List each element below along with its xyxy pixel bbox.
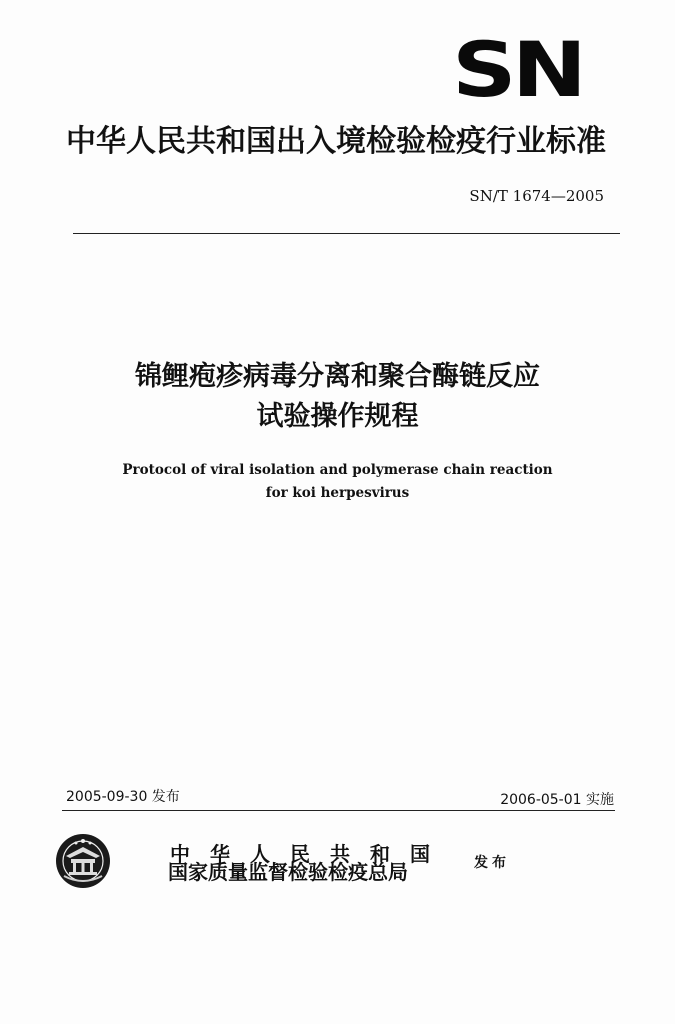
standard-number: SN/T 1674—2005 bbox=[469, 187, 604, 205]
issuer-line-2: 国家质量监督检验检疫总局 bbox=[168, 860, 408, 884]
issue-date: 2005-09-30 发布 bbox=[66, 789, 180, 805]
english-title-line-2: for koi herpesvirus bbox=[265, 485, 410, 501]
publish-label: 发布 bbox=[474, 855, 510, 871]
effective-date: 2006-05-01 实施 bbox=[500, 792, 614, 808]
bottom-divider bbox=[62, 810, 615, 811]
top-divider bbox=[73, 233, 620, 234]
industry-standard-title: 中华人民共和国出入境检验检疫行业标准 bbox=[66, 124, 606, 159]
national-emblem-icon bbox=[54, 832, 112, 890]
chinese-title-line-2: 试验操作规程 bbox=[256, 401, 419, 432]
english-title-line-1: Protocol of viral isolation and polymerase chain reaction bbox=[122, 462, 553, 478]
issuer-line-1: 中华人民共和国 bbox=[170, 842, 450, 866]
chinese-title-line-1: 锦鲤疱疹病毒分离和聚合酶链反应 bbox=[135, 361, 540, 392]
sn-logo: SN bbox=[452, 25, 583, 114]
